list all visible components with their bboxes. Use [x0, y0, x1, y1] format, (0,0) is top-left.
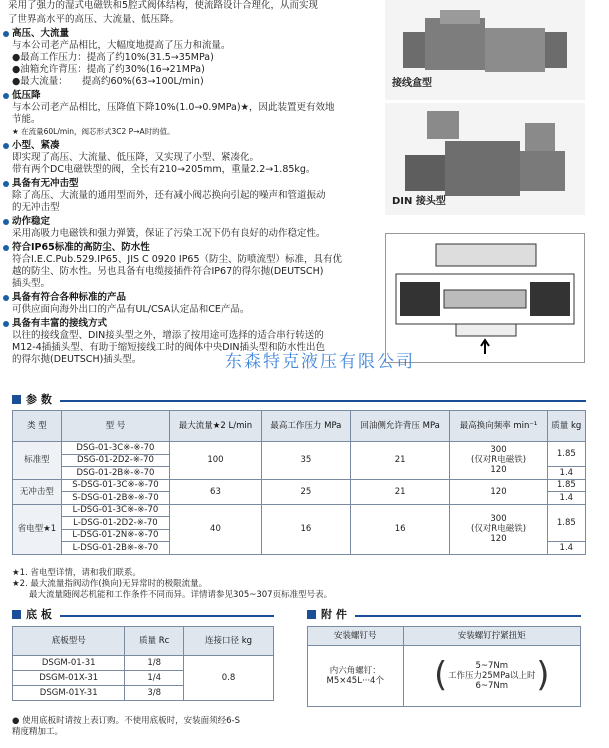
back-pressure: 21 [350, 479, 450, 504]
table-row [308, 646, 581, 707]
back-pressure: 16 [350, 504, 450, 554]
max-flow: 63 [170, 479, 262, 504]
max-pressure: 16 [261, 504, 350, 554]
feature-text: 采用高吸力电磁铁和强力弹簧，保证了污染工况下仍有良好的动作稳定性。 [12, 228, 326, 239]
feature-title: 符合IP65标准的高防尘、防水性 [2, 242, 382, 254]
feature-item [2, 28, 382, 88]
frequency-line: 120 [490, 534, 507, 544]
model-number: DSG-01-2B※-※-70 [61, 467, 169, 480]
specs-header: 型 号 [61, 411, 169, 442]
feature-item [2, 292, 382, 316]
port-size: 3/8 [125, 686, 184, 701]
switch-frequency [450, 442, 547, 480]
base-model: DSGM-01X-31 [13, 671, 125, 686]
feature-title: 动作稳定 [2, 216, 382, 228]
valve-type: 无冲击型 [13, 479, 62, 504]
specs-header: 最大流量★2 L/min [170, 411, 262, 442]
accessory-header: 安装螺钉号 [308, 627, 404, 646]
port-size: 1/4 [125, 671, 184, 686]
footnote: ★1. 省电型详情，请和我们联系。 [12, 568, 141, 578]
table-row [13, 479, 586, 492]
watermark: 东森特克液压有限公司 [225, 352, 415, 372]
max-pressure: 25 [261, 479, 350, 504]
feature-subitem: ●最高工作压力：提高了约10%(31.5→35MPa) [12, 52, 214, 63]
section-divider [355, 615, 581, 617]
accessory-header: 安装螺钉拧紧扭矩 [403, 627, 581, 646]
base-model: DSGM-01Y-31 [13, 686, 125, 701]
mass: 1.85 [547, 479, 585, 492]
base-mass: 0.8 [184, 656, 274, 701]
model-number: DSG-01-2D2-※-70 [61, 454, 169, 467]
base-header: 质量 Rc [125, 627, 184, 656]
feature-text: 符合I.E.C.Pub.529.IP65、JIS C 0920 IP65（防尘、防喷流型）标准，具有优 [12, 254, 343, 265]
bolt-spec [308, 646, 404, 707]
base-note-line: 精度精加工。 [12, 727, 64, 737]
mass: 1.4 [547, 542, 585, 555]
feature-text: 带有两个DC电磁铁型的阀，全长有210→205mm，重量2.2→1.85kg。 [12, 164, 316, 175]
feature-text: 与本公司老产品相比，压降值下降10%(1.0→0.9MPa)★，因此装置更有效地 [12, 102, 335, 113]
feature-note: ★ 在流量60L/min，阀芯形式3C2 P→A时的值。 [12, 127, 175, 136]
torque-line: ( 5~7Nm [475, 661, 509, 671]
feature-text: 节能。 [12, 114, 41, 125]
feature-item [2, 178, 382, 214]
mass: 1.85 [547, 504, 585, 542]
model-number: L-DSG-01-3C※-※-70 [61, 504, 169, 517]
frequency-line: 120 [490, 465, 507, 476]
footnote: ★2. 最大流量指阀动作(换向)无异常时的极限流量。 [12, 579, 208, 589]
model-number: S-DSG-01-3C※-※-70 [61, 479, 169, 492]
feature-text: 以往的接线盒型、DIN接头型之外，增添了按用途可选择的适合串行转送的 [12, 330, 324, 341]
feature-title: 具备有符合各种标准的产品 [2, 292, 382, 304]
feature-text: 的得尔抛(DEUTSCH)插头型。 [12, 354, 142, 365]
table-row [13, 656, 274, 671]
feature-item [2, 90, 382, 138]
mass: 1.4 [547, 492, 585, 505]
feature-text: 插头型。 [12, 278, 51, 289]
mass: 1.85 [547, 442, 585, 467]
frequency-line: 300 [490, 514, 507, 524]
base-table [12, 626, 274, 701]
specs-header: 质量 kg [547, 411, 585, 442]
section-specs: 参 数 [12, 394, 52, 406]
caption-terminal-box: 接线盒型 [392, 78, 432, 89]
feature-item [2, 242, 382, 290]
frequency-line: (仅对R电磁铁) [470, 455, 527, 466]
feature-text: 即实现了高压、大流量、低压降，又实现了小型、紧凑化。 [12, 152, 260, 163]
model-number: L-DSG-01-2N※-※-70 [61, 529, 169, 542]
base-header: 底板型号 [13, 627, 125, 656]
feature-title: 小型、紧凑 [2, 140, 382, 152]
valve-type: 省电型★1 [13, 504, 62, 554]
table-row [13, 504, 586, 517]
feature-title: 低压降 [2, 90, 382, 102]
intro-line: 了世界高水平的高压、大流量、低压降。 [8, 14, 180, 25]
switch-frequency [450, 479, 547, 504]
intro-line: 采用了强力的湿式电磁铁和5腔式阀体结构，使流路设计合理化，从而实现 [8, 0, 319, 11]
feature-text: 越的防尘、防水性。另也具备有电缆接插件符合IP67的得尔抛(DEUTSCH) [12, 266, 324, 277]
valve-cross-section-diagram [385, 233, 585, 363]
feature-item [2, 140, 382, 176]
feature-title: 具备有无冲击型 [2, 178, 382, 190]
frequency-line: (仅对R电磁铁) [470, 524, 527, 534]
max-pressure: 35 [261, 442, 350, 480]
footnote: 最大流量随阀芯机能和工作条件不同而异。详情请参见305~307页标准型号表。 [12, 590, 333, 600]
feature-text: 除了高压、大流量的通用型而外，还有减小阀芯换向引起的噪声和管道振动 [12, 190, 326, 201]
spec-footnotes [12, 568, 332, 601]
frequency-line: 300 [490, 445, 507, 456]
max-flow: 40 [170, 504, 262, 554]
section-divider [60, 400, 586, 402]
specs-header: 回油侧允许背压 MPa [350, 411, 450, 442]
feature-text: 可供应面向海外出口的产品有UL/CSA认定品和CE产品。 [12, 304, 250, 315]
section-base: 底 板 [12, 609, 52, 621]
base-note-line: ● 使用底板时请按上表订购。不使用底板时，安装面须经6-S [12, 716, 240, 726]
base-model: DSGM-01-31 [13, 656, 125, 671]
model-number: L-DSG-01-2D2-※-70 [61, 517, 169, 530]
torque-line: 6~7Nm [475, 681, 509, 691]
specs-table [12, 410, 586, 555]
max-flow: 100 [170, 442, 262, 480]
feature-subitem: ●最大流量： 提高约60%(63→100L/min) [12, 76, 204, 87]
torque-line: 工作压力25MPa以上时 [447, 671, 536, 681]
feature-list [2, 0, 382, 366]
valve-type: 标准型 [13, 442, 62, 480]
feature-subitem: ●油箱允许背压：提高了约30%(16→21MPa) [12, 64, 205, 75]
bolt-line: 内六角螺钉： [329, 666, 381, 676]
base-note [12, 716, 292, 738]
specs-header: 最高工作压力 MPa [261, 411, 350, 442]
model-number: L-DSG-01-2B※-※-70 [61, 542, 169, 555]
feature-title: 高压、大流量 [2, 28, 382, 40]
section-accessory: 附 件 [307, 609, 347, 621]
switch-frequency [450, 504, 547, 554]
accessory-table [307, 626, 581, 707]
caption-din-connector: DIN 接头型 [392, 196, 446, 207]
frequency-line: 120 [490, 486, 507, 497]
feature-text: 的无冲击型 [12, 202, 60, 213]
torque-spec [403, 646, 581, 707]
feature-text: 与本公司老产品相比，大幅度地提高了压力和流量。 [12, 40, 231, 51]
bolt-line: M5×45L···4个 [326, 676, 384, 686]
feature-item [2, 216, 382, 240]
model-number: DSG-01-3C※-※-70 [61, 442, 169, 455]
back-pressure: 21 [350, 442, 450, 480]
section-divider [60, 615, 274, 617]
specs-header: 类 型 [13, 411, 62, 442]
port-size: 1/8 [125, 656, 184, 671]
torque-bracket [438, 661, 546, 691]
feature-title: 具备有丰富的接线方式 [2, 318, 382, 330]
table-row [13, 442, 586, 455]
mass: 1.4 [547, 467, 585, 480]
specs-header: 最高换向频率 min⁻¹ [450, 411, 547, 442]
base-header: 连接口径 kg [184, 627, 274, 656]
feature-text: M12-4插插头型、有助于缩短接线工时的阀体中央DIN插头型和防水性出色 [12, 342, 325, 353]
model-number: S-DSG-01-2B※-※-70 [61, 492, 169, 505]
